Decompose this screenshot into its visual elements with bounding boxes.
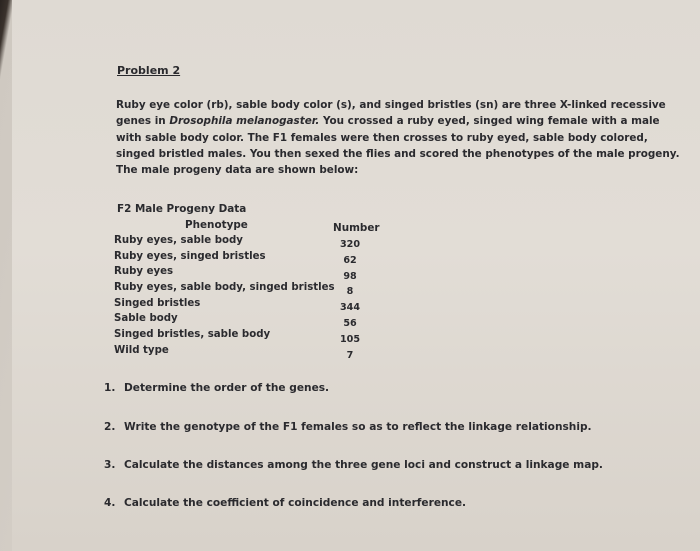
number-cell: 7 [346,349,354,361]
problem-title: Problem 2 [117,64,181,77]
intro-text: genes in [116,115,170,128]
phenotype-cell: Ruby eyes, sable body, singed bristles [114,282,335,294]
number-cell: 56 [343,317,357,329]
phenotype-cell: Singed bristles, sable body [114,329,271,341]
number-cell: 98 [343,270,357,282]
intro-text: The male progeny data are shown below: [116,164,359,177]
number-column-header: Number [333,222,380,234]
phenotype-cell: Singed bristles [114,297,201,309]
phenotype-cell: Ruby eyes [114,266,174,278]
number-cell: 320 [339,239,361,250]
phenotype-column-header: Phenotype [185,219,248,231]
question-text: Calculate the coefficient of coincidence and interference. [124,497,467,509]
intro-text: with sable body color. The F1 females were then crosses to ruby eyed, sable body colored, [116,131,648,144]
intro-text: singed bristled males. You then sexed the flies and scored the phenotypes of the male progeny. [116,147,680,160]
question-2 [104,421,592,433]
intro-text: You crossed a ruby eyed, singed wing female with a male [319,115,660,128]
question-text: Calculate the distances among the three gene loci and construct a linkage map. [124,459,603,471]
number-cell: 105 [339,333,361,345]
number-cell: 344 [339,302,361,314]
species-name: Drosophila melanogaster. [169,115,320,128]
phenotype-cell: Ruby eyes, sable body [114,235,243,246]
question-number: 2. [104,421,116,433]
intro-line [116,97,666,113]
phenotype-cell: Wild type [114,344,169,356]
question-3 [104,459,603,471]
question-number: 3. [104,459,116,471]
question-text: Determine the order of the genes. [124,382,330,394]
question-number: 1. [104,382,116,394]
intro-line [116,113,660,129]
question-text: Write the genotype of the F1 females so as to reflect the linkage relationship. [124,421,592,433]
intro-text: Ruby eye color (rb), sable body color (s), and singed bristles (sn) are three X-linked recessive [116,99,666,111]
phenotype-cell: Sable body [114,313,178,325]
intro-line [116,162,646,178]
question-1 [104,382,329,394]
phenotype-cell: Ruby eyes, singed bristles [114,250,266,262]
question-4 [104,497,466,509]
number-cell: 8 [346,286,354,298]
number-cell: 62 [343,254,357,266]
problem-statement [116,97,680,178]
intro-line [116,146,680,162]
table-title: F2 Male Progeny Data [117,203,247,215]
question-number: 4. [104,497,116,509]
number-list [335,239,365,365]
intro-line [116,130,646,146]
